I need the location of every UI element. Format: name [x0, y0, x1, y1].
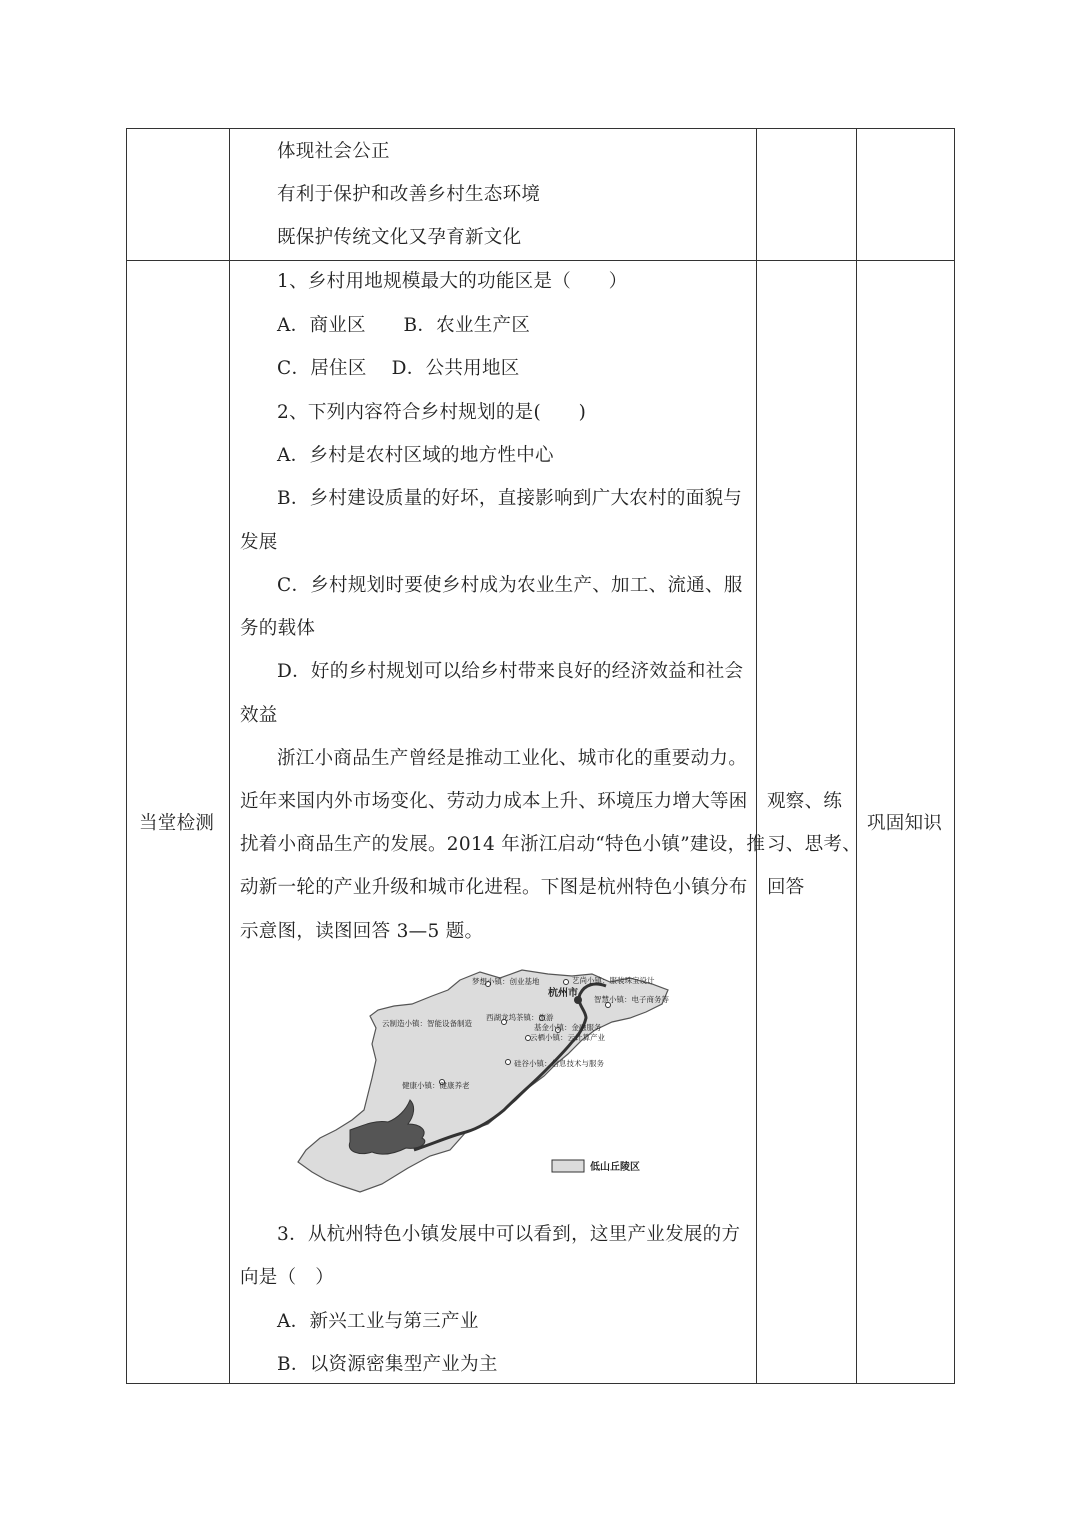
town-marker [506, 1060, 511, 1065]
column-divider [229, 129, 230, 1383]
map-label: 艺尚小镇：服装珠宝设计 [572, 976, 655, 985]
map-label: 梦想小镇：创业基地 [472, 977, 540, 986]
passage-line: 扰着小商品生产的发展。2014 年浙江启动“特色小镇”建设，推 [240, 834, 766, 855]
option-line: A．商业区 B．农业生产区 [277, 315, 531, 336]
map-label: 云制造小镇：智能设备制造 [382, 1019, 472, 1028]
legend-swatch [552, 1160, 584, 1172]
map-city-label: 杭州市 [548, 988, 578, 999]
map-label: 健康小镇：健康养老 [402, 1081, 470, 1090]
content-line: 既保护传统文化又孕育新文化 [277, 227, 522, 248]
option-line: 效益 [240, 705, 278, 726]
question-line: 1、乡村用地规模最大的功能区是（ ） [277, 271, 628, 292]
question-line: 3．从杭州特色小镇发展中可以看到，这里产业发展的方 [277, 1224, 741, 1245]
map-label: 西湖龙坞茶镇：旅游 [486, 1013, 554, 1022]
option-line: 发展 [240, 532, 278, 553]
legend-label: 低山丘陵区 [590, 1162, 640, 1173]
content-line: 有利于保护和改善乡村生态环境 [277, 184, 541, 205]
passage-line: 示意图，读图回答 3—5 题。 [240, 921, 484, 942]
row-divider [127, 260, 954, 261]
question-line: 向是（ ） [240, 1267, 335, 1288]
town-marker [564, 980, 569, 985]
map-label: 云栖小镇：云计算产业 [530, 1033, 605, 1042]
column-divider [856, 129, 857, 1383]
option-line: A．乡村是农村区域的地方性中心 [277, 445, 554, 466]
passage-line: 近年来国内外市场变化、劳动力成本上升、环境压力增大等困 [240, 791, 748, 812]
option-line: C．乡村规划时要使乡村成为农业生产、加工、流通、服 [277, 575, 743, 596]
passage-line: 动新一轮的产业升级和城市化进程。下图是杭州特色小镇分布 [240, 877, 748, 898]
option-line: D．好的乡村规划可以给乡村带来良好的经济效益和社会 [277, 661, 744, 682]
option-line: C．居住区 D．公共用地区 [277, 358, 520, 379]
hangzhou-town-map [290, 960, 710, 1210]
option-line: B．乡村建设质量的好坏，直接影响到广大农村的面貌与 [277, 488, 743, 509]
map-label: 硅谷小镇：信息技术与服务 [514, 1059, 604, 1068]
stage-label: 当堂检测 [139, 813, 215, 834]
content-line: 体现社会公正 [277, 141, 390, 162]
map-label: 智慧小镇：电子商务等 [594, 995, 669, 1004]
activity-line: 回答 [767, 877, 805, 898]
question-line: 2、下列内容符合乡村规划的是( ) [277, 402, 587, 423]
option-line: A．新兴工业与第三产业 [277, 1311, 479, 1332]
activity-line: 习、思考、 [767, 834, 862, 855]
column-divider [756, 129, 757, 1383]
map-label: 基金小镇：金融服务 [534, 1023, 602, 1032]
activity-line: 观察、练 [767, 791, 843, 812]
option-line: B．以资源密集型产业为主 [277, 1354, 498, 1375]
option-line: 务的载体 [240, 618, 316, 639]
passage-line: 浙江小商品生产曾经是推动工业化、城市化的重要动力。 [277, 748, 748, 769]
design-intent: 巩固知识 [867, 813, 943, 834]
